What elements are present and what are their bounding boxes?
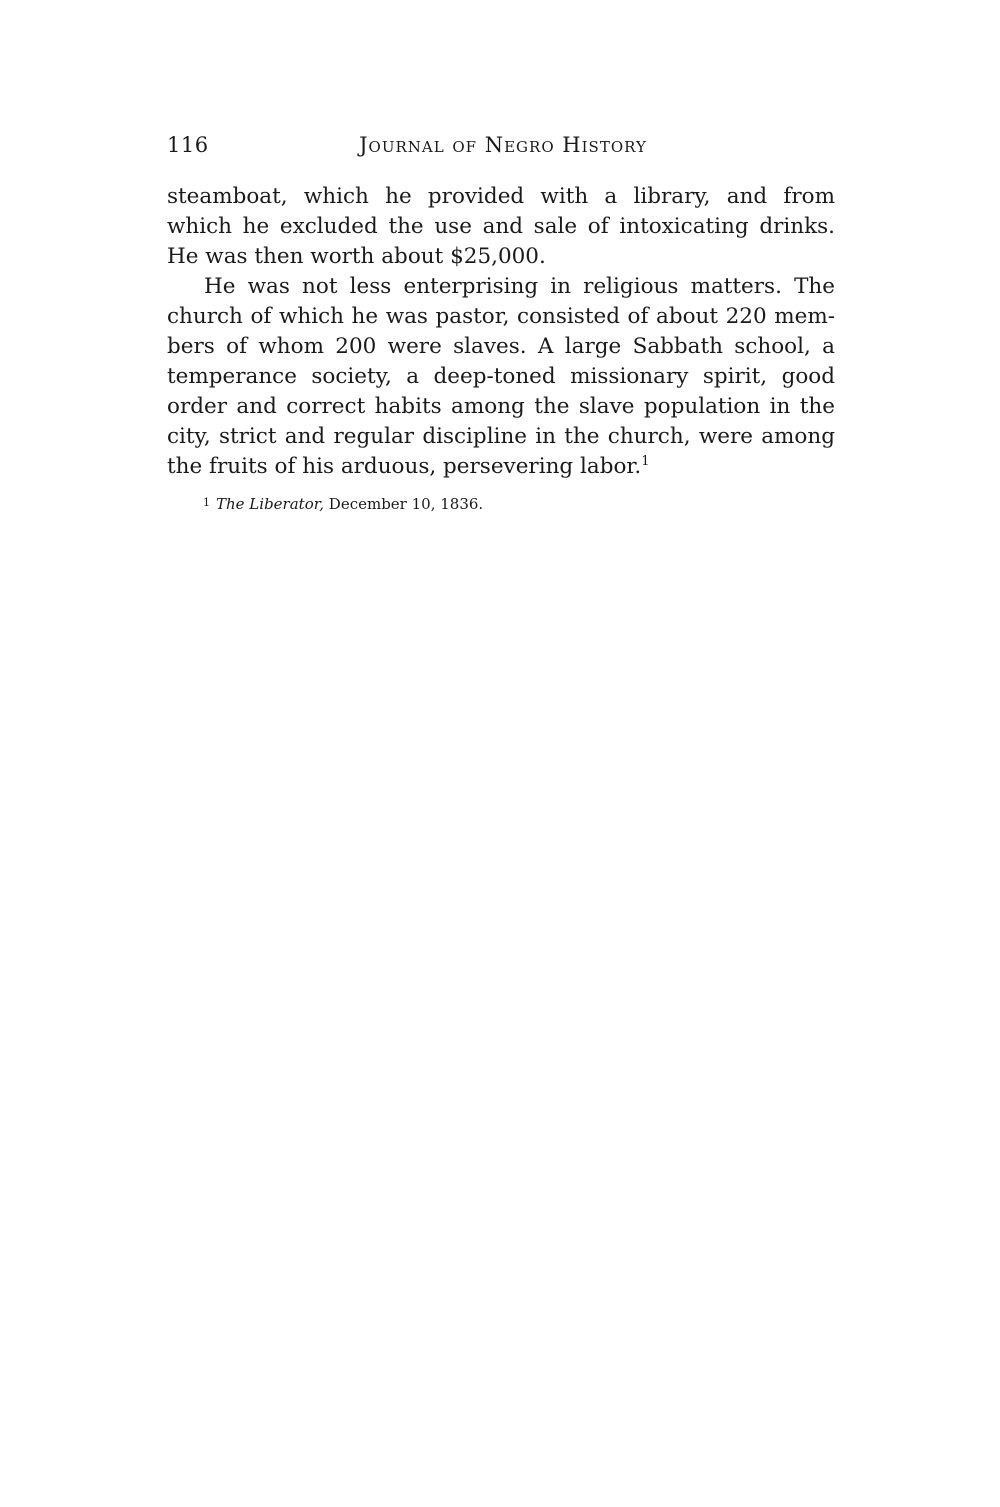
running-head xyxy=(167,130,835,160)
text-line: city, strict and regular discipline in the church, were among xyxy=(167,424,835,449)
text-line: which he excluded the use and sale of intoxicating drinks. xyxy=(167,214,835,239)
paragraph-1 xyxy=(167,182,835,272)
footnote-source-title: The Liberator, xyxy=(216,495,325,513)
text-line: He was then worth about $25,000. xyxy=(167,244,546,269)
text-line: temperance society, a deep-toned missionary spirit, good xyxy=(167,364,835,389)
footnote-date: December 10, 1836. xyxy=(328,495,484,513)
text-line: bers of whom 200 were slaves. A large Sabbath school, a xyxy=(167,334,835,359)
footnote-reference[interactable]: 1 xyxy=(641,454,650,469)
text-line: order and correct habits among the slave population in the xyxy=(167,394,835,419)
text-line: church of which he was pastor, consisted of about 220 mem- xyxy=(167,304,835,329)
text-line: the fruits of his arduous, persevering labor. xyxy=(167,454,642,479)
footnote xyxy=(203,492,483,515)
body-text xyxy=(167,182,835,482)
journal-title: Journal of Negro History xyxy=(359,133,647,157)
text-line-with-footnote xyxy=(167,452,835,482)
footnote-marker: 1 xyxy=(203,496,210,509)
text-line: steamboat, which he provided with a library, and from xyxy=(167,184,835,209)
paragraph-2 xyxy=(167,272,835,482)
page-number: 116 xyxy=(167,133,209,157)
text-line: He was not less enterprising in religious matters. The xyxy=(204,274,835,299)
